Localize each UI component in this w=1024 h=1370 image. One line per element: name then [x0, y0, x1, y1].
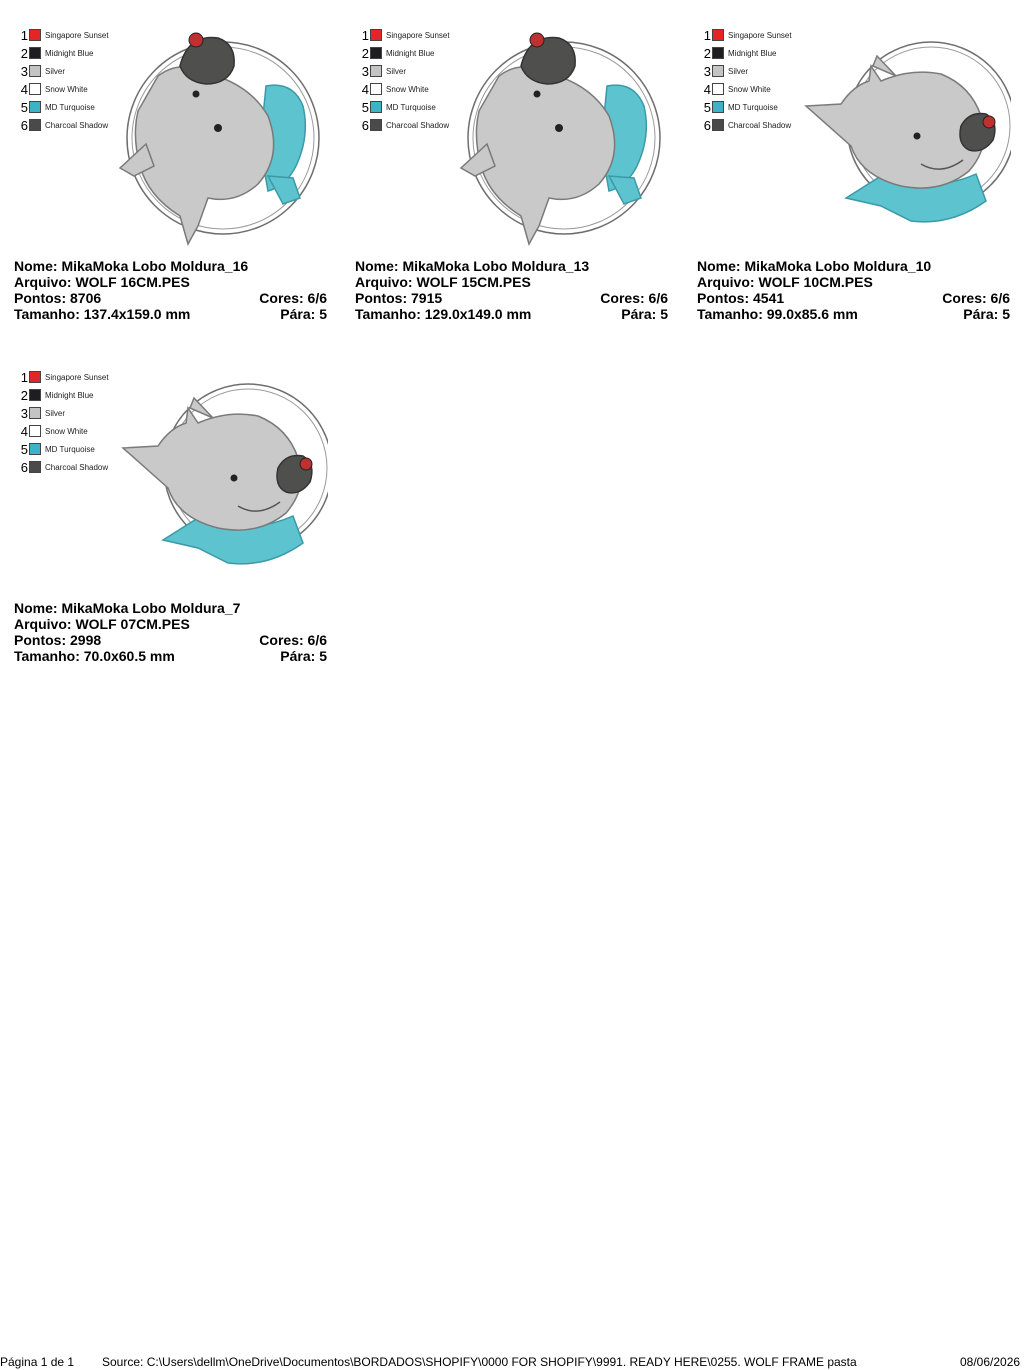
legend-row — [359, 116, 450, 134]
color-legend — [701, 26, 792, 134]
color-swatch — [370, 29, 382, 41]
legend-row — [701, 62, 792, 80]
color-swatch — [370, 65, 382, 77]
color-swatch — [29, 371, 41, 383]
color-swatch — [29, 47, 41, 59]
legend-number: 2 — [703, 45, 711, 61]
legend-color-name: Snow White — [728, 84, 771, 94]
legend-number: 4 — [20, 81, 28, 97]
stitch-count: Pontos: 8706 — [14, 290, 102, 306]
legend-row — [359, 26, 450, 44]
legend-row — [18, 368, 109, 386]
stitch-count: Pontos: 7915 — [355, 290, 443, 306]
design-info — [697, 258, 1010, 322]
design-size: Tamanho: 129.0x149.0 mm — [355, 306, 532, 322]
legend-color-name: Singapore Sunset — [728, 30, 792, 40]
design-file: Arquivo: WOLF 07CM.PES — [14, 616, 190, 632]
legend-row — [18, 386, 109, 404]
legend-color-name: Charcoal Shadow — [45, 462, 109, 472]
design-name: Nome: MikaMoka Lobo Moldura_7 — [14, 600, 241, 616]
legend-row — [18, 440, 109, 458]
legend-color-name: Midnight Blue — [728, 48, 777, 58]
design-info — [14, 600, 327, 664]
legend-row — [359, 44, 450, 62]
wolf-howling-icon — [459, 26, 669, 251]
legend-color-name: MD Turquoise — [45, 444, 95, 454]
legend-color-name: Singapore Sunset — [386, 30, 450, 40]
color-legend — [359, 26, 450, 134]
design-info — [355, 258, 668, 322]
legend-color-name: Singapore Sunset — [45, 372, 109, 382]
design-file: Arquivo: WOLF 10CM.PES — [697, 274, 873, 290]
color-swatch — [29, 389, 41, 401]
legend-row — [701, 116, 792, 134]
legend-color-name: Charcoal Shadow — [45, 120, 109, 130]
legend-row — [18, 62, 109, 80]
legend-row — [18, 422, 109, 440]
legend-number: 5 — [703, 99, 711, 115]
legend-color-name: Snow White — [45, 84, 88, 94]
legend-color-name: MD Turquoise — [386, 102, 436, 112]
legend-color-name: Charcoal Shadow — [386, 120, 450, 130]
color-swatch — [370, 101, 382, 113]
design-info — [14, 258, 327, 322]
legend-row — [18, 44, 109, 62]
legend-number: 6 — [20, 459, 28, 475]
legend-number: 1 — [361, 27, 369, 43]
stitch-count: Pontos: 4541 — [697, 290, 785, 306]
color-swatch — [712, 119, 724, 131]
legend-row — [359, 62, 450, 80]
color-swatch — [29, 65, 41, 77]
legend-row — [18, 404, 109, 422]
wolf-howling-icon — [118, 26, 328, 251]
legend-number: 2 — [361, 45, 369, 61]
wolf-smiling-icon — [118, 368, 328, 593]
color-swatch — [712, 83, 724, 95]
legend-number: 1 — [20, 27, 28, 43]
legend-color-name: MD Turquoise — [728, 102, 778, 112]
source-path: Source: C:\Users\dellm\OneDrive\Documentos\BORDADOS\SHOPIFY\0000 FOR SHOPIFY\9991. READY HERE\0255. WOLF FRAME pasta — [102, 1355, 857, 1369]
design-card — [14, 368, 334, 668]
stop-count: Pára: 5 — [280, 648, 327, 664]
legend-color-name: Snow White — [386, 84, 429, 94]
legend-row — [18, 80, 109, 98]
legend-color-name: Charcoal Shadow — [728, 120, 792, 130]
color-count: Cores: 6/6 — [259, 632, 327, 648]
legend-number: 6 — [361, 117, 369, 133]
stop-count: Pára: 5 — [963, 306, 1010, 322]
legend-color-name: Silver — [728, 66, 749, 76]
color-swatch — [712, 29, 724, 41]
legend-row — [18, 458, 109, 476]
legend-number: 2 — [20, 387, 28, 403]
design-size: Tamanho: 137.4x159.0 mm — [14, 306, 191, 322]
legend-number: 6 — [20, 117, 28, 133]
design-name: Nome: MikaMoka Lobo Moldura_13 — [355, 258, 590, 274]
color-legend — [18, 368, 109, 476]
legend-number: 4 — [361, 81, 369, 97]
wolf-smiling-icon — [801, 26, 1011, 251]
legend-color-name: Midnight Blue — [45, 390, 94, 400]
legend-color-name: MD Turquoise — [45, 102, 95, 112]
design-file: Arquivo: WOLF 15CM.PES — [355, 274, 531, 290]
legend-row — [701, 44, 792, 62]
color-swatch — [29, 443, 41, 455]
legend-number: 1 — [20, 369, 28, 385]
color-swatch — [370, 119, 382, 131]
design-file: Arquivo: WOLF 16CM.PES — [14, 274, 190, 290]
legend-color-name: Midnight Blue — [386, 48, 435, 58]
legend-color-name: Snow White — [45, 426, 88, 436]
legend-row — [18, 26, 109, 44]
legend-number: 4 — [703, 81, 711, 97]
print-date: 08/06/2026 — [960, 1355, 1021, 1369]
design-card — [697, 26, 1017, 326]
color-count: Cores: 6/6 — [259, 290, 327, 306]
stitch-count: Pontos: 2998 — [14, 632, 102, 648]
legend-row — [701, 98, 792, 116]
color-swatch — [370, 47, 382, 59]
legend-row — [359, 80, 450, 98]
legend-color-name: Midnight Blue — [45, 48, 94, 58]
legend-row — [359, 98, 450, 116]
design-size: Tamanho: 70.0x60.5 mm — [14, 648, 175, 664]
color-swatch — [29, 461, 41, 473]
color-legend — [18, 26, 109, 134]
legend-number: 3 — [20, 63, 28, 79]
page-footer — [0, 1355, 1024, 1370]
design-card — [355, 26, 675, 326]
color-swatch — [29, 83, 41, 95]
stop-count: Pára: 5 — [280, 306, 327, 322]
legend-number: 5 — [361, 99, 369, 115]
legend-color-name: Silver — [45, 66, 66, 76]
color-swatch — [29, 119, 41, 131]
legend-number: 6 — [703, 117, 711, 133]
design-name: Nome: MikaMoka Lobo Moldura_16 — [14, 258, 249, 274]
legend-number: 3 — [361, 63, 369, 79]
legend-number: 3 — [20, 405, 28, 421]
legend-color-name: Silver — [45, 408, 66, 418]
legend-number: 4 — [20, 423, 28, 439]
legend-number: 5 — [20, 441, 28, 457]
color-count: Cores: 6/6 — [600, 290, 668, 306]
color-swatch — [29, 425, 41, 437]
legend-row — [18, 116, 109, 134]
legend-number: 5 — [20, 99, 28, 115]
color-swatch — [29, 101, 41, 113]
color-count: Cores: 6/6 — [942, 290, 1010, 306]
legend-color-name: Silver — [386, 66, 407, 76]
color-swatch — [29, 407, 41, 419]
legend-number: 1 — [703, 27, 711, 43]
legend-number: 2 — [20, 45, 28, 61]
design-name: Nome: MikaMoka Lobo Moldura_10 — [697, 258, 932, 274]
color-swatch — [712, 65, 724, 77]
color-swatch — [712, 101, 724, 113]
color-swatch — [29, 29, 41, 41]
stop-count: Pára: 5 — [621, 306, 668, 322]
color-swatch — [712, 47, 724, 59]
legend-row — [701, 26, 792, 44]
design-size: Tamanho: 99.0x85.6 mm — [697, 306, 858, 322]
legend-row — [18, 98, 109, 116]
page-number: Página 1 de 1 — [0, 1355, 75, 1369]
color-swatch — [370, 83, 382, 95]
legend-number: 3 — [703, 63, 711, 79]
legend-color-name: Singapore Sunset — [45, 30, 109, 40]
design-card — [14, 26, 334, 326]
legend-row — [701, 80, 792, 98]
